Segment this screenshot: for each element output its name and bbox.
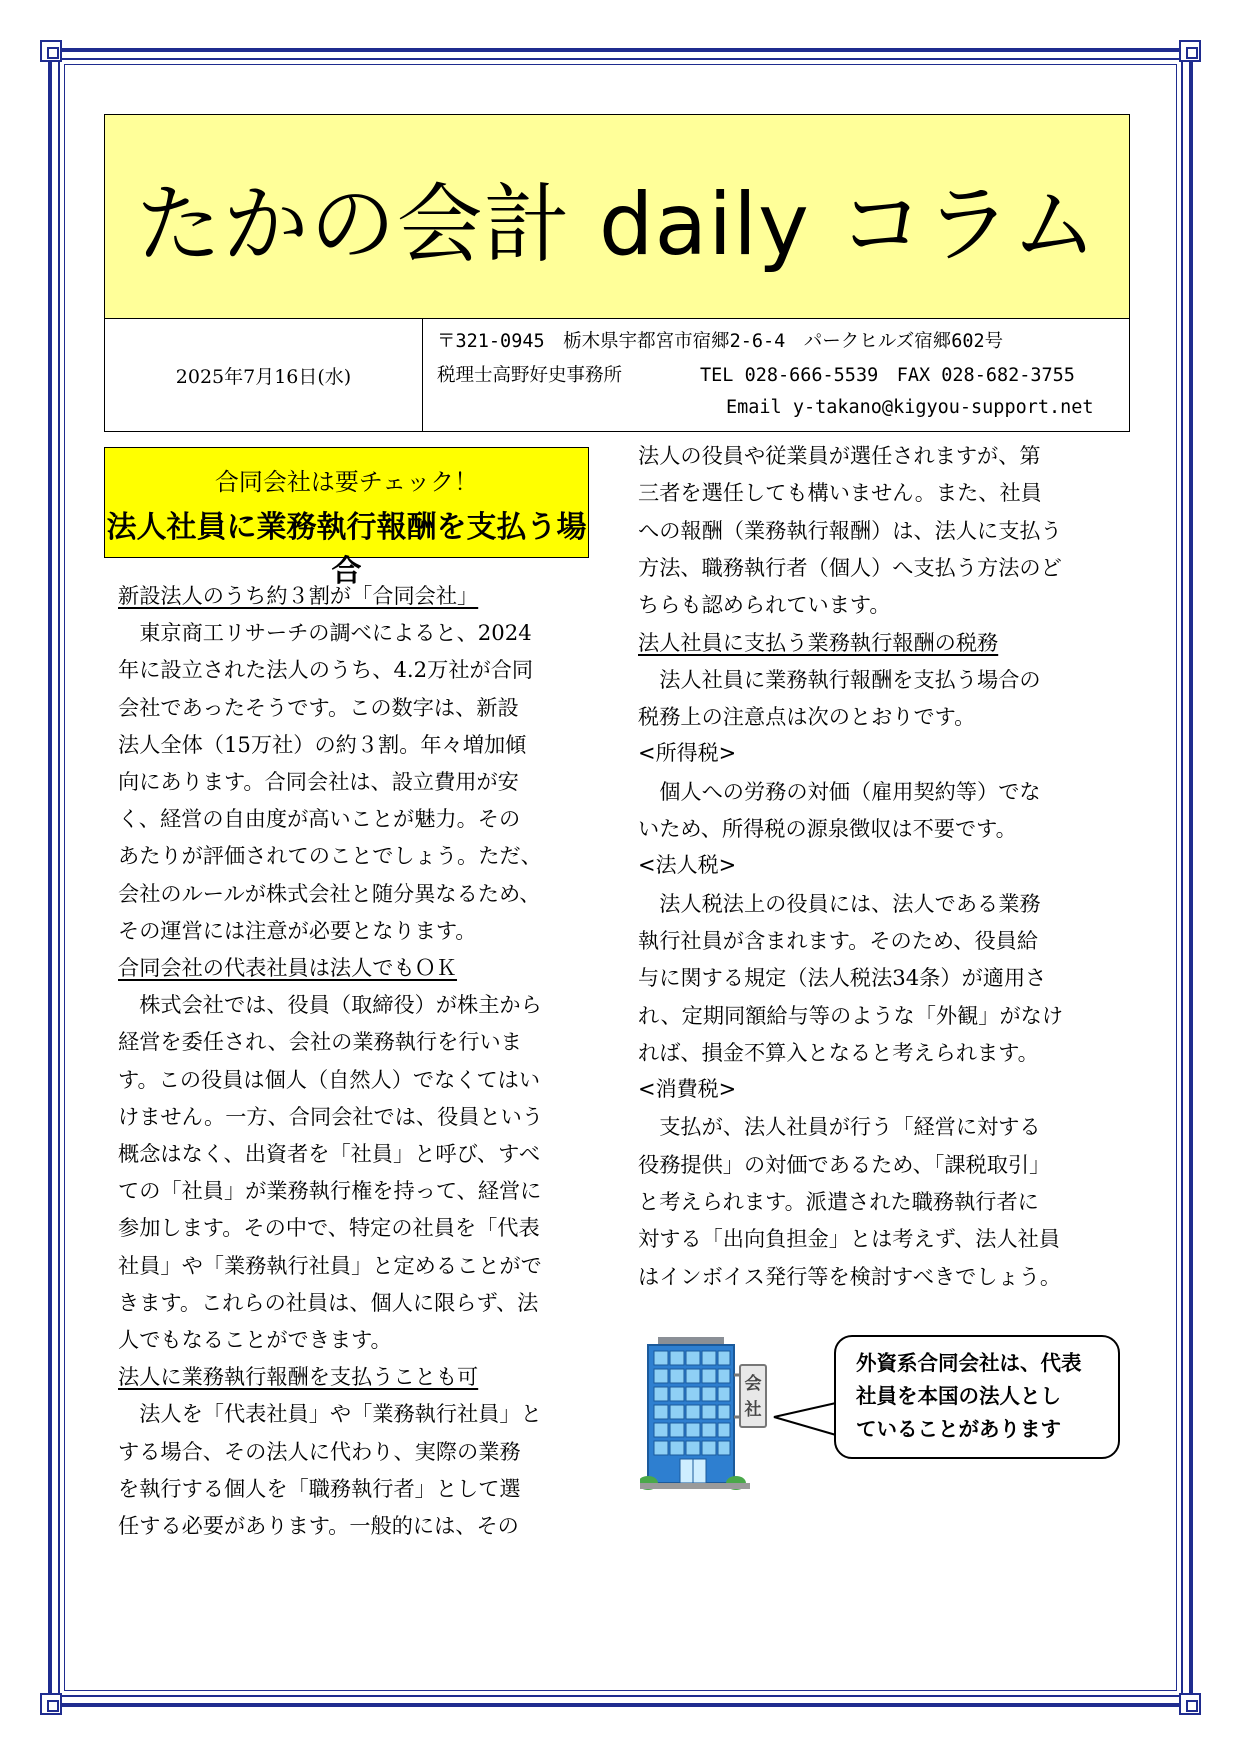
body-text-line: 役務提供」の対価であるため、「課税取引」 [638, 1151, 1051, 1177]
tax-category-label: <所得税> [638, 741, 737, 766]
body-text-line: と考えられます。派遣された職務執行者に [638, 1189, 1039, 1214]
postal-address: 〒321-0945 栃木県宇都宮市宿郷2-6-4 パークヒルズ宿郷602号 [437, 331, 1004, 352]
section-heading: 合同会社の代表社員は法人でもＯＫ [118, 955, 458, 980]
body-text-line: 三者を選任しても構いません。また、社員 [638, 480, 1042, 506]
tax-category-label: <消費税> [638, 1077, 737, 1102]
body-text-line: 方法、職務執行者（個人）へ支払う方法のど [638, 554, 1062, 580]
body-text-line: 支払が、法人社員が行う「経営に対する [638, 1114, 1041, 1140]
bubble-line: ていることがあります [856, 1417, 1061, 1441]
issue-date: 2025年7月16日(水) [175, 365, 352, 388]
bubble-line: 外資系合同会社は、代表 [856, 1351, 1082, 1375]
body-text-line: 税務上の注意点は次のとおりです。 [638, 704, 976, 730]
body-text-line: 向にあります。合同会社は、設立費用が安 [118, 769, 519, 794]
body-text-line: 株式会社では、役員（取締役）が株主から [118, 992, 542, 1018]
body-text-line: ての「社員」が業務執行権を持って、経営に [118, 1178, 542, 1204]
date-cell [105, 319, 423, 431]
body-text-line: 人でもなることができます。 [118, 1327, 392, 1352]
body-text-line: 執行社員が含まれます。そのため、役員給 [638, 927, 1039, 953]
body-text-line: きます。これらの社員は、個人に限らず、法 [118, 1289, 539, 1315]
headline-box [104, 447, 589, 589]
body-text-line: を執行する個人を「職務執行者」として選 [118, 1475, 521, 1501]
corner-ornament [1179, 40, 1201, 62]
body-text-line: はインボイス発行等を検討すべきでしょう。 [638, 1263, 1062, 1289]
body-text-line: 東京商工リサーチの調べによると、2024 [118, 620, 532, 646]
body-text-line: 法人社員に業務執行報酬を支払う場合の [638, 666, 1041, 692]
body-text-line: 法人全体（15万社）の約３割。年々増加傾 [118, 731, 527, 757]
section-heading: 新設法人のうち約３割が「合同会社」 [118, 583, 479, 608]
body-text-line: 参加します。その中で、特定の社員を「代表 [118, 1215, 540, 1241]
body-text-line: けません。一方、合同会社では、役員という [118, 1103, 544, 1129]
body-text-line: れば、損金不算入となると考えられます。 [638, 1039, 1039, 1065]
office-name-and-phone [437, 361, 1075, 387]
body-text-line: 任する必要があります。一般的には、その [118, 1513, 519, 1538]
email-address: Email y-takano@kigyou-support.net [726, 397, 1094, 418]
office-building-illustration [640, 1335, 790, 1493]
body-text-line: す。この役員は個人（自然人）でなくてはい [118, 1066, 541, 1092]
body-text-line: 与に関する規定（法人税法34条）が適用さ [638, 965, 1047, 991]
contact-cell [423, 319, 1129, 431]
office-name: 税理士高野好史事務所 [437, 365, 623, 386]
section-heading: 法人に業務執行報酬を支払うことも可 [118, 1364, 479, 1390]
section-heading: 法人社員に支払う業務執行報酬の税務 [638, 629, 999, 655]
speech-bubble [834, 1335, 1120, 1459]
corner-ornament [40, 40, 62, 62]
tax-category-label: <法人税> [638, 853, 737, 878]
headline-sub: 合同会社は要チェック！ [214, 468, 479, 496]
title-band [105, 115, 1129, 319]
body-text-line: ちらも認められています。 [638, 592, 891, 618]
body-text-line: 個人への労務の対価（雇用契約等）でな [638, 778, 1041, 804]
body-text-line: 経営を委任され、会社の業務執行を行いま [118, 1029, 522, 1055]
body-text-line: あたりが評価されてのことでしょう。ただ、 [118, 843, 542, 869]
bubble-line: 社員を本国の法人とし [856, 1384, 1061, 1408]
body-text-line: する場合、その法人に代わり、実際の業務 [118, 1438, 521, 1464]
body-text-line: 会社であったそうです。この数字は、新設 [118, 694, 519, 720]
corner-ornament [40, 1693, 62, 1715]
speech-bubble-tail [770, 1395, 840, 1455]
body-text-line: 対する「出向負担金」とは考えず、法人社員 [638, 1226, 1061, 1252]
body-text-line: への報酬（業務執行報酬）は、法人に支払う [638, 517, 1062, 543]
tel-fax: TEL 028-666-5539 FAX 028-682-3755 [700, 365, 1075, 386]
sign-char-1: 会 [744, 1374, 762, 1394]
body-text-line: 法人を「代表社員」や「業務執行社員」と [118, 1401, 542, 1427]
body-text-line: 社員」や「業務執行社員」と定めることがで [118, 1252, 542, 1278]
body-text-line: 概念はなく、出資者を「社員」と呼び、すべ [118, 1141, 541, 1166]
body-text-line: れ、定期同額給与等のような「外観」がなけ [638, 1002, 1064, 1028]
headline-main: 法人社員に業務執行報酬を支払う場合 [106, 510, 587, 589]
body-text-line: く、経営の自由度が高いことが魅力。その [118, 806, 521, 832]
corner-ornament [1179, 1693, 1201, 1715]
sign-char-2: 社 [744, 1400, 762, 1420]
body-text-line: その運営には注意が必要となります。 [118, 917, 477, 943]
body-text-line: いため、所得税の源泉徴収は不要です。 [638, 816, 1017, 841]
body-text-line: 会社のルールが株式会社と随分異なるため、 [118, 880, 541, 906]
masthead [104, 114, 1130, 432]
page-title: たかの会計 daily コラム [135, 174, 1099, 275]
body-text-line: 年に設立された法人のうち、4.2万社が合同 [118, 657, 534, 683]
body-text-line: 法人税法上の役員には、法人である業務 [638, 890, 1041, 916]
body-text-line: 法人の役員や従業員が選任されますが、第 [638, 443, 1041, 468]
